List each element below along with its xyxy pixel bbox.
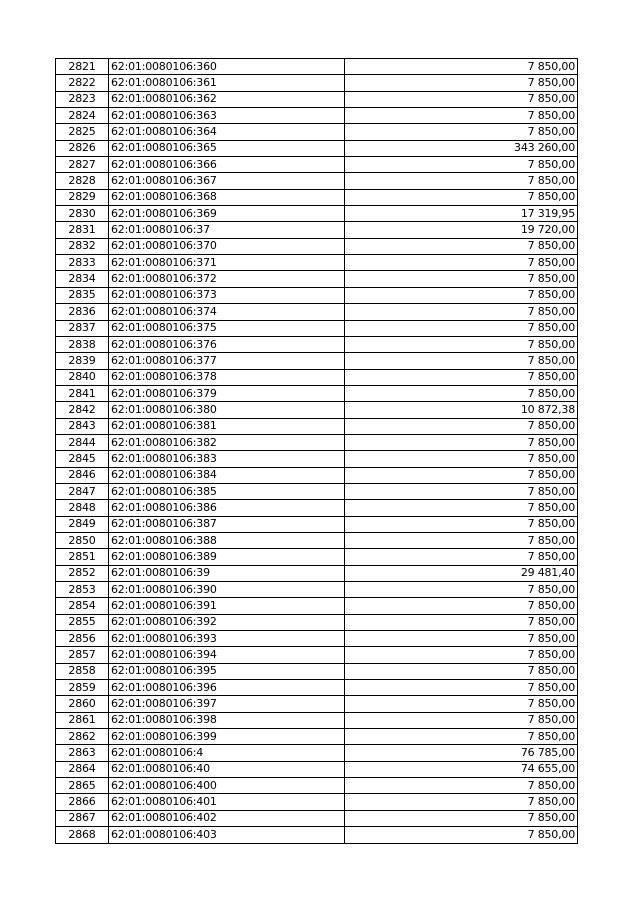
cadastral-number-cell: 62:01:0080106:362 <box>109 91 345 107</box>
table-row <box>56 336 578 352</box>
table-row <box>56 222 578 238</box>
cadastral-number-cell: 62:01:0080106:398 <box>109 712 345 728</box>
row-number-cell: 2835 <box>56 287 109 303</box>
cadastral-number-cell: 62:01:0080106:365 <box>109 140 345 156</box>
cadastral-value-cell: 7 850,00 <box>345 75 578 91</box>
cadastral-value-cell: 76 785,00 <box>345 745 578 761</box>
table-row <box>56 745 578 761</box>
cadastral-number-cell: 62:01:0080106:366 <box>109 157 345 173</box>
cadastral-number-cell: 62:01:0080106:403 <box>109 827 345 843</box>
cadastral-value-cell: 7 850,00 <box>345 108 578 124</box>
row-number-cell: 2848 <box>56 500 109 516</box>
table-row <box>56 451 578 467</box>
table-row <box>56 238 578 254</box>
cadastral-number-cell: 62:01:0080106:402 <box>109 810 345 826</box>
table-row <box>56 663 578 679</box>
cadastral-value-cell: 7 850,00 <box>345 336 578 352</box>
cadastral-number-cell: 62:01:0080106:395 <box>109 663 345 679</box>
cadastral-number-cell: 62:01:0080106:364 <box>109 124 345 140</box>
row-number-cell: 2851 <box>56 549 109 565</box>
cadastral-value-table <box>55 58 578 844</box>
table-row <box>56 157 578 173</box>
table-row <box>56 140 578 156</box>
row-number-cell: 2857 <box>56 647 109 663</box>
cadastral-value-cell: 7 850,00 <box>345 304 578 320</box>
cadastral-number-cell: 62:01:0080106:376 <box>109 336 345 352</box>
row-number-cell: 2863 <box>56 745 109 761</box>
cadastral-number-cell: 62:01:0080106:361 <box>109 75 345 91</box>
table-row <box>56 91 578 107</box>
cadastral-value-cell: 7 850,00 <box>345 712 578 728</box>
cadastral-number-cell: 62:01:0080106:393 <box>109 631 345 647</box>
cadastral-value-cell: 7 850,00 <box>345 434 578 450</box>
cadastral-number-cell: 62:01:0080106:360 <box>109 59 345 75</box>
cadastral-value-cell: 343 260,00 <box>345 140 578 156</box>
table-row <box>56 761 578 777</box>
row-number-cell: 2846 <box>56 467 109 483</box>
cadastral-number-cell: 62:01:0080106:374 <box>109 304 345 320</box>
row-number-cell: 2830 <box>56 206 109 222</box>
row-number-cell: 2867 <box>56 810 109 826</box>
row-number-cell: 2852 <box>56 565 109 581</box>
cadastral-number-cell: 62:01:0080106:384 <box>109 467 345 483</box>
cadastral-number-cell: 62:01:0080106:401 <box>109 794 345 810</box>
cadastral-number-cell: 62:01:0080106:399 <box>109 729 345 745</box>
cadastral-number-cell: 62:01:0080106:389 <box>109 549 345 565</box>
document-page <box>55 58 577 844</box>
table-row <box>56 532 578 548</box>
cadastral-value-cell: 19 720,00 <box>345 222 578 238</box>
row-number-cell: 2844 <box>56 434 109 450</box>
cadastral-value-cell: 7 850,00 <box>345 680 578 696</box>
cadastral-number-cell: 62:01:0080106:390 <box>109 582 345 598</box>
row-number-cell: 2839 <box>56 353 109 369</box>
table-row <box>56 778 578 794</box>
row-number-cell: 2825 <box>56 124 109 140</box>
cadastral-value-cell: 7 850,00 <box>345 631 578 647</box>
table-row <box>56 827 578 843</box>
cadastral-number-cell: 62:01:0080106:370 <box>109 238 345 254</box>
cadastral-value-cell: 74 655,00 <box>345 761 578 777</box>
cadastral-number-cell: 62:01:0080106:394 <box>109 647 345 663</box>
row-number-cell: 2847 <box>56 483 109 499</box>
table-row <box>56 304 578 320</box>
table-row <box>56 353 578 369</box>
row-number-cell: 2836 <box>56 304 109 320</box>
cadastral-number-cell: 62:01:0080106:382 <box>109 434 345 450</box>
row-number-cell: 2821 <box>56 59 109 75</box>
row-number-cell: 2868 <box>56 827 109 843</box>
row-number-cell: 2826 <box>56 140 109 156</box>
cadastral-number-cell: 62:01:0080106:375 <box>109 320 345 336</box>
table-row <box>56 680 578 696</box>
cadastral-value-cell: 17 319,95 <box>345 206 578 222</box>
table-row <box>56 614 578 630</box>
cadastral-value-cell: 7 850,00 <box>345 467 578 483</box>
row-number-cell: 2823 <box>56 91 109 107</box>
row-number-cell: 2833 <box>56 255 109 271</box>
cadastral-number-cell: 62:01:0080106:392 <box>109 614 345 630</box>
table-row <box>56 582 578 598</box>
cadastral-value-cell: 7 850,00 <box>345 124 578 140</box>
cadastral-value-cell: 7 850,00 <box>345 500 578 516</box>
table-row <box>56 434 578 450</box>
table-row <box>56 516 578 532</box>
cadastral-number-cell: 62:01:0080106:373 <box>109 287 345 303</box>
table-row <box>56 565 578 581</box>
row-number-cell: 2842 <box>56 402 109 418</box>
row-number-cell: 2850 <box>56 532 109 548</box>
cadastral-value-cell: 29 481,40 <box>345 565 578 581</box>
cadastral-value-cell: 7 850,00 <box>345 255 578 271</box>
row-number-cell: 2845 <box>56 451 109 467</box>
cadastral-number-cell: 62:01:0080106:369 <box>109 206 345 222</box>
cadastral-value-cell: 7 850,00 <box>345 173 578 189</box>
cadastral-number-cell: 62:01:0080106:37 <box>109 222 345 238</box>
cadastral-number-cell: 62:01:0080106:381 <box>109 418 345 434</box>
cadastral-value-cell: 7 850,00 <box>345 810 578 826</box>
row-number-cell: 2849 <box>56 516 109 532</box>
table-row <box>56 189 578 205</box>
table-row <box>56 108 578 124</box>
cadastral-number-cell: 62:01:0080106:380 <box>109 402 345 418</box>
cadastral-number-cell: 62:01:0080106:396 <box>109 680 345 696</box>
table-row <box>56 59 578 75</box>
row-number-cell: 2866 <box>56 794 109 810</box>
table-row <box>56 549 578 565</box>
table-row <box>56 418 578 434</box>
cadastral-value-cell: 7 850,00 <box>345 647 578 663</box>
cadastral-value-cell: 7 850,00 <box>345 385 578 401</box>
row-number-cell: 2832 <box>56 238 109 254</box>
row-number-cell: 2827 <box>56 157 109 173</box>
row-number-cell: 2860 <box>56 696 109 712</box>
table-row <box>56 483 578 499</box>
cadastral-number-cell: 62:01:0080106:371 <box>109 255 345 271</box>
row-number-cell: 2854 <box>56 598 109 614</box>
row-number-cell: 2858 <box>56 663 109 679</box>
cadastral-number-cell: 62:01:0080106:387 <box>109 516 345 532</box>
cadastral-value-cell: 7 850,00 <box>345 778 578 794</box>
cadastral-value-cell: 7 850,00 <box>345 483 578 499</box>
row-number-cell: 2840 <box>56 369 109 385</box>
cadastral-number-cell: 62:01:0080106:386 <box>109 500 345 516</box>
table-row <box>56 729 578 745</box>
table-row <box>56 598 578 614</box>
table-row <box>56 206 578 222</box>
cadastral-value-cell: 7 850,00 <box>345 549 578 565</box>
cadastral-number-cell: 62:01:0080106:383 <box>109 451 345 467</box>
row-number-cell: 2864 <box>56 761 109 777</box>
cadastral-value-cell: 7 850,00 <box>345 320 578 336</box>
table-row <box>56 255 578 271</box>
cadastral-value-cell: 7 850,00 <box>345 238 578 254</box>
cadastral-value-cell: 7 850,00 <box>345 157 578 173</box>
cadastral-value-cell: 7 850,00 <box>345 451 578 467</box>
cadastral-value-cell: 10 872,38 <box>345 402 578 418</box>
table-row <box>56 712 578 728</box>
row-number-cell: 2841 <box>56 385 109 401</box>
row-number-cell: 2859 <box>56 680 109 696</box>
cadastral-value-cell: 7 850,00 <box>345 696 578 712</box>
row-number-cell: 2822 <box>56 75 109 91</box>
row-number-cell: 2843 <box>56 418 109 434</box>
table-row <box>56 75 578 91</box>
table-row <box>56 271 578 287</box>
row-number-cell: 2853 <box>56 582 109 598</box>
cadastral-value-cell: 7 850,00 <box>345 614 578 630</box>
cadastral-value-cell: 7 850,00 <box>345 287 578 303</box>
row-number-cell: 2838 <box>56 336 109 352</box>
cadastral-value-cell: 7 850,00 <box>345 794 578 810</box>
row-number-cell: 2856 <box>56 631 109 647</box>
row-number-cell: 2862 <box>56 729 109 745</box>
cadastral-number-cell: 62:01:0080106:372 <box>109 271 345 287</box>
table-row <box>56 467 578 483</box>
row-number-cell: 2855 <box>56 614 109 630</box>
table-row <box>56 696 578 712</box>
row-number-cell: 2837 <box>56 320 109 336</box>
cadastral-value-cell: 7 850,00 <box>345 271 578 287</box>
table-row <box>56 647 578 663</box>
row-number-cell: 2831 <box>56 222 109 238</box>
table-row <box>56 794 578 810</box>
cadastral-value-cell: 7 850,00 <box>345 729 578 745</box>
row-number-cell: 2829 <box>56 189 109 205</box>
cadastral-value-cell: 7 850,00 <box>345 353 578 369</box>
row-number-cell: 2824 <box>56 108 109 124</box>
cadastral-number-cell: 62:01:0080106:385 <box>109 483 345 499</box>
table-body <box>56 59 578 844</box>
cadastral-value-cell: 7 850,00 <box>345 532 578 548</box>
row-number-cell: 2828 <box>56 173 109 189</box>
cadastral-value-cell: 7 850,00 <box>345 189 578 205</box>
table-row <box>56 173 578 189</box>
cadastral-value-cell: 7 850,00 <box>345 582 578 598</box>
table-row <box>56 320 578 336</box>
table-row <box>56 631 578 647</box>
cadastral-value-cell: 7 850,00 <box>345 418 578 434</box>
row-number-cell: 2865 <box>56 778 109 794</box>
cadastral-value-cell: 7 850,00 <box>345 663 578 679</box>
cadastral-value-cell: 7 850,00 <box>345 598 578 614</box>
cadastral-number-cell: 62:01:0080106:368 <box>109 189 345 205</box>
cadastral-value-cell: 7 850,00 <box>345 516 578 532</box>
cadastral-number-cell: 62:01:0080106:40 <box>109 761 345 777</box>
cadastral-number-cell: 62:01:0080106:367 <box>109 173 345 189</box>
table-row <box>56 402 578 418</box>
table-row <box>56 385 578 401</box>
table-row <box>56 124 578 140</box>
row-number-cell: 2834 <box>56 271 109 287</box>
cadastral-number-cell: 62:01:0080106:400 <box>109 778 345 794</box>
cadastral-value-cell: 7 850,00 <box>345 59 578 75</box>
cadastral-value-cell: 7 850,00 <box>345 827 578 843</box>
cadastral-value-cell: 7 850,00 <box>345 369 578 385</box>
cadastral-number-cell: 62:01:0080106:377 <box>109 353 345 369</box>
table-row <box>56 287 578 303</box>
table-row <box>56 369 578 385</box>
cadastral-value-cell: 7 850,00 <box>345 91 578 107</box>
table-row <box>56 500 578 516</box>
cadastral-number-cell: 62:01:0080106:391 <box>109 598 345 614</box>
cadastral-number-cell: 62:01:0080106:388 <box>109 532 345 548</box>
cadastral-number-cell: 62:01:0080106:363 <box>109 108 345 124</box>
row-number-cell: 2861 <box>56 712 109 728</box>
cadastral-number-cell: 62:01:0080106:379 <box>109 385 345 401</box>
cadastral-number-cell: 62:01:0080106:397 <box>109 696 345 712</box>
table-row <box>56 810 578 826</box>
cadastral-number-cell: 62:01:0080106:4 <box>109 745 345 761</box>
cadastral-number-cell: 62:01:0080106:378 <box>109 369 345 385</box>
cadastral-number-cell: 62:01:0080106:39 <box>109 565 345 581</box>
